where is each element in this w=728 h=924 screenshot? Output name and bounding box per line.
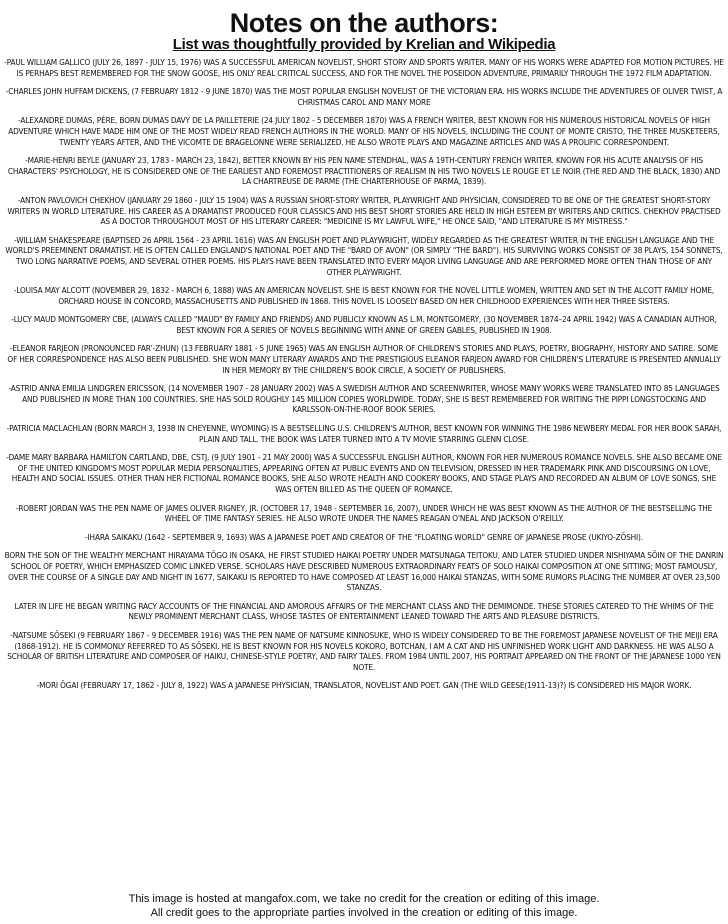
entry-alcott: -LOUISA MAY ALCOTT (NOVEMBER 29, 1832 - MARCH 6, 1888) WAS AN AMERICAN NOVELIST. SHE IS BEST KNOWN FOR THE NOVEL LITTLE WOMEN, WRITTEN AND SET IN THE ALCOTT FAMILY HOME, ORCHARD HOUSE IN CONCORD, MASSACHUSETTS AND PUBLISHED IN 1868. THIS NOVEL IS LOOSELY BASED ON HER CHILDHOOD EXPERIENCES WITH HER THREE SISTERS. (13, 285, 715, 306)
entry-shakespeare: -WILLIAM SHAKESPEARE (BAPTISED 26 APRIL 1564 - 23 APRIL 1616) WAS AN ENGLISH POET AND PLAYWRIGHT, WIDELY REGARDED AS THE GREATEST WRITER IN THE ENGLISH LANGUAGE AND THE WORLD'S PREEMINENT DRAMATIST. HE IS OFTEN CALLED ENGLAND'S NATIONAL POET AND THE "BARD OF AVON" (OR SIMPLY "THE BARD"). HIS SURVIVING WORKS CONSIST OF 38 PLAYS, 154 SONNETS, TWO LONG NARRATIVE POEMS, AND SEVERAL OTHER POEMS. HIS PLAYS HAVE BEEN TRANSLATED INTO EVERY MAJOR LIVING LANGUAGE AND ARE PERFORMED MORE OFTEN THAN THOSE OF ANY OTHER PLAYWRIGHT. (5, 234, 723, 277)
page-title: Notes on the authors: (229, 8, 499, 38)
entry-montgomery: -LUCY MAUD MONTGOMERY CBE, (ALWAYS CALLED "MAUD" BY FAMILY AND FRIENDS) AND PUBLICLY KNOWN AS L.M. MONTGOMERY, (30 NOVEMBER 1874–24 APRIL 1942) WAS A CANADIAN AUTHOR, BEST KNOWN FOR A SERIES OF NOVELS BEGINNING WITH ANNE OF GREEN GABLES, PUBLISHED IN 1908. (11, 314, 717, 335)
page-subtitle: List was thoughtfully provided by Krelian and Wikipedia (172, 36, 556, 53)
entry-cartland: -DAME MARY BARBARA HAMILTON CARTLAND, DBE, CSTJ, (9 JULY 1901 - 21 MAY 2000) WAS A SUCCESSFUL ENGLISH AUTHOR, KNOWN FOR HER NUMEROUS ROMANCE NOVELS. SHE ALSO BECAME ONE OF THE UNITED KINGDOM'S MOST POPULAR MEDIA PERSONALITIES, APPEARING OFTEN AT PUBLIC EVENTS AND ON TELEVISION, DRESSED IN HER TRADEMARK PINK AND DISCOURSING ON LOVE, HEALTH AND SOCIAL ISSUES. OTHER THAN HER FICTIONAL ROMANCE BOOKS, SHE ALSO WROTE HEALTH AND COOKERY BOOKS, AND STAGE PLAYS AND RECORDED AN ALBUM OF LOVE SONGS. SHE WAS OFTEN BILLED AS THE QUEEN OF ROMANCE. (6, 452, 722, 494)
entry-jordan: -ROBERT JORDAN WAS THE PEN NAME OF JAMES OLIVER RIGNEY, JR. (OCTOBER 17, 1948 - SEPTEMBER 16, 2007), UNDER WHICH HE WAS BEST KNOWN AS THE AUTHOR OF THE BESTSELLING THE WHEEL OF TIME FANTASY SERIES. HE ALSO WROTE UNDER THE NAMES REAGAN O'NEAL AND JACKSON O'REILLY. (15, 502, 713, 524)
entry-maclachlan: -PATRICIA MACLACHLAN (BORN MARCH 3, 1938 IN CHEYENNE, WYOMING) IS A BESTSELLING U.S. CHILDREN'S AUTHOR, BEST KNOWN FOR WINNING THE 1986 NEWBERY MEDAL FOR HER BOOK SARAH, PLAIN AND TALL. THE BOOK WAS LATER TURNED INTO A TV MOVIE STARRING GLENN CLOSE. (6, 423, 722, 444)
hosting-footer (0, 892, 728, 920)
author-notes (4, 57, 724, 699)
entry-stendhal: -MARIE-HENRI BEYLE (JANUARY 23, 1783 - MARCH 23, 1842), BETTER KNOWN BY HIS PEN NAME STENDHAL, WAS A 19TH-CENTURY FRENCH WRITER. KNOWN FOR HIS ACUTE ANALYSIS OF HIS CHARACTERS' PSYCHOLOGY, HE IS CONSIDERED ONE OF THE EARLIEST AND FOREMOST PRACTITIONERS OF REALISM IN HIS TWO NOVELS LE ROUGE ET LE NOIR (THE RED AND THE BLACK, 1830) AND LA CHARTREUSE DE PARME (THE CHARTERHOUSE OF PARMA, 1839). (7, 155, 721, 187)
entry-farjeon: -ELEANOR FARJEON (PRONOUNCED FAR'-ZHUN) (13 FEBRUARY 1881 - 5 JUNE 1965) WAS AN ENGLISH AUTHOR OF CHILDREN'S STORIES AND PLAYS, POETRY, BIOGRAPHY, HISTORY AND SATIRE. SOME OF HER CORRESPONDENCE HAS ALSO BEEN PUBLISHED. SHE WON MANY LITERARY AWARDS AND THE PRESTIGIOUS ELEANOR FARJEON AWARD FOR CHILDREN'S LITERATURE IS PRESENTED ANNUALLY IN HER MEMORY BY THE CHILDREN'S BOOK CIRCLE, A SOCIETY OF PUBLISHERS. (7, 343, 721, 375)
entry-dickens: -CHARLES JOHN HUFFAM DICKENS, (7 FEBRUARY 1812 - 9 JUNE 1870) WAS THE MOST POPULAR ENGLISH NOVELIST OF THE VICTORIAN ERA. HIS WORKS INCLUDE THE ADVENTURES OF OLIVER TWIST, A CHRISTMAS CAROL AND MANY MORE (5, 86, 723, 107)
entry-chekhov: -ANTON PAVLOVICH CHEKHOV (JANUARY 29 1860 - JULY 15 1904) WAS A RUSSIAN SHORT-STORY WRITER, PLAYWRIGHT AND PHYSICIAN, CONSIDERED TO BE ONE OF THE GREATEST SHORT-STORY WRITERS IN WORLD LITERATURE. HIS CAREER AS A DRAMATIST PRODUCED FOUR CLASSICS AND HIS BEST SHORT STORIES ARE HELD IN HIGH ESTEEM BY WRITERS AND CRITICS. CHEKHOV PRACTISED AS A DOCTOR THROUGHOUT MOST OF HIS LITERARY CAREER: "MEDICINE IS MY LAWFUL WIFE," HE ONCE SAID, "AND LITERATURE IS MY MISTRESS." (7, 194, 721, 227)
entry-saikaku-later: LATER IN LIFE HE BEGAN WRITING RACY ACCOUNTS OF THE FINANCIAL AND AMOROUS AFFAIRS OF THE MERCHANT CLASS AND THE DEMIMONDE. THESE STORIES CATERED TO THE WHIMS OF THE NEWLY PROMINENT MERCHANT CLASS, WHOSE TASTES OF ENTERTAINMENT LEANED TOWARD THE ARTS AND PLEASURE DISTRICTS. (14, 600, 714, 622)
entry-dumas: -ALEXANDRE DUMAS, PÈRE, BORN DUMAS DAVY DE LA PAILLETERIE (24 JULY 1802 - 5 DECEMBER 1870) WAS A FRENCH WRITER, BEST KNOWN FOR HIS NUMEROUS HISTORICAL NOVELS OF HIGH ADVENTURE WHICH HAVE MADE HIM ONE OF THE MOST WIDELY READ FRENCH AUTHORS IN THE WORLD. MANY OF HIS NOVELS, INCLUDING THE COUNT OF MONTE CRISTO, THE THREE MUSKETEERS, TWENTY YEARS AFTER, AND THE VICOMTE DE BRAGELONNE WERE SERIALIZED. HE ALSO WROTE PLAYS AND MAGAZINE ARTICLES AND WAS A PROLIFIC CORRESPONDENT. (8, 115, 720, 147)
entry-saikaku-bio: BORN THE SON OF THE WEALTHY MERCHANT HIRAYAMA TŌGO IN OSAKA, HE FIRST STUDIED HAIKAI POETRY UNDER MATSUNAGA TEITOKU, AND LATER STUDIED UNDER NISHIYAMA SŌIN OF THE DANRIN SCHOOL OF POETRY, WHICH EMPHASIZED COMIC LINKED VERSE. SCHOLARS HAVE DESCRIBED NUMEROUS EXTRAORDINARY FEATS OF SOLO HAIKAI COMPOSITION AT ONE SITTING; MOST FAMOUSLY, OVER THE COURSE OF A SINGLE DAY AND NIGHT IN 1677, SAIKAKU IS REPORTED TO HAVE COMPOSED AT LEAST 16,000 HAIKAI STANZAS, WITH SOME RUMORS PLACING THE NUMBER AT OVER 23,500 STANZAS. (4, 550, 724, 593)
entry-soseki: -NATSUME SŌSEKI (9 FEBRUARY 1867 - 9 DECEMBER 1916) WAS THE PEN NAME OF NATSUME KINNOSUKE, WHO IS WIDELY CONSIDERED TO BE THE FOREMOST JAPANESE NOVELIST OF THE MEIJI ERA (1868-1912). HE IS COMMONLY REFERRED TO AS SŌSEKI. HE IS BEST KNOWN FOR HIS NOVELS KOKORO, BOTCHAN, I AM A CAT AND HIS UNFINISHED WORK LIGHT AND DARKNESS. HE WAS ALSO A SCHOLAR OF BRITISH LITERATURE AND COMPOSER OF HAIKU, CHINESE-STYLE POETRY, AND FAIRY TALES. FROM 1984 UNTIL 2007, HIS PORTRAIT APPEARED ON THE FRONT OF THE JAPANESE 1000 YEN NOTE. (7, 629, 721, 672)
entry-ogai: -MORI ŌGAI (FEBRUARY 17, 1862 - JULY 8, 1922) WAS A JAPANESE PHYSICIAN, TRANSLATOR, NOVELIST AND POET. GAN (THE WILD GEESE(1911-13)?) IS CONSIDERED HIS MAJOR WORK. (36, 680, 692, 691)
entry-lindgren: -ASTRID ANNA EMILIA LINDGREN ERICSSON, (14 NOVEMBER 1907 - 28 JANUARY 2002) WAS A SWEDISH AUTHOR AND SCREENWRITER, WHOSE MANY WORKS WERE TRANSLATED INTO 85 LANGUAGES AND PUBLISHED IN MORE THAN 100 COUNTRIES. SHE HAS SOLD ROUGHLY 145 MILLION COPIES WORLDWIDE. TODAY, SHE IS BEST REMEMBERED FOR WRITING THE PIPPI LONGSTOCKING AND KARLSSON-ON-THE-ROOF BOOK SERIES. (8, 383, 720, 415)
footer-line-1: This image is hosted at mangafox.com, we take no credit for the creation or editing of this image. (128, 893, 600, 905)
entry-gallico: -PAUL WILLIAM GALLICO (JULY 26, 1897 - JULY 15, 1976) WAS A SUCCESSFUL AMERICAN NOVELIST, SHORT STORY AND SPORTS WRITER. MANY OF HIS WORKS WERE ADAPTED FOR MOTION PICTURES. HE IS PERHAPS BEST REMEMBERED FOR THE SNOW GOOSE, HIS ONLY REAL CRITICAL SUCCESS, AND FOR THE NOVEL THE POSEIDON ADVENTURE, PRIMARILY THROUGH THE 1972 FILM ADAPTATION. (4, 57, 724, 78)
entry-saikaku: -IHARA SAIKAKU (1642 - SEPTEMBER 9, 1693) WAS A JAPANESE POET AND CREATOR OF THE "FLOATING WORLD" GENRE OF JAPANESE PROSE (UKIYO-ZŌSHI). (85, 531, 643, 542)
footer-line-2: All credit goes to the appropriate parties involved in the creation or editing of this image. (150, 907, 578, 919)
